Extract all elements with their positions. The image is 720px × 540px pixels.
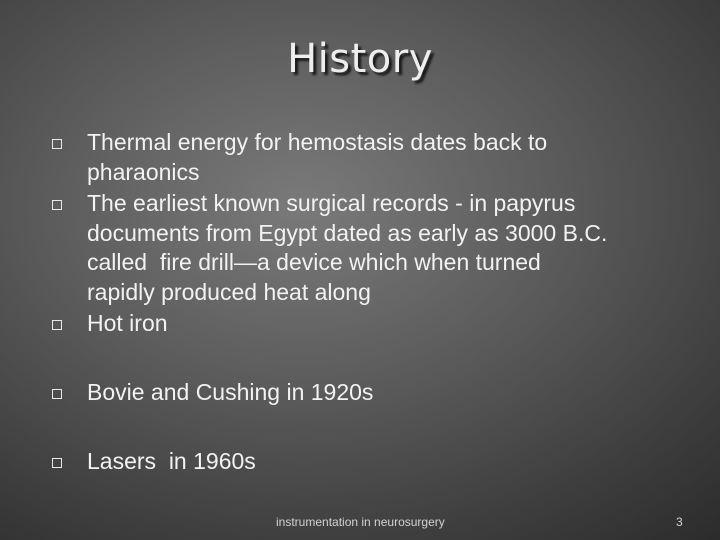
bullet-text-4: Bovie and Cushing in 1920s <box>87 379 374 405</box>
hollow-square-icon <box>52 200 62 210</box>
hollow-square-icon <box>52 458 62 468</box>
hollow-square-icon <box>52 139 62 149</box>
slide-title: History <box>287 36 433 82</box>
hollow-square-icon <box>52 320 62 330</box>
hollow-square-icon <box>52 389 62 399</box>
bullet-text-3: Hot iron <box>87 310 168 336</box>
bullet-text-1: Thermal energy for hemostasis dates back to pharaonics <box>87 129 548 185</box>
page-number: 3 <box>676 515 683 529</box>
slide-footer: instrumentation in neurosurgery <box>276 515 445 529</box>
bullet-text-2: The earliest known surgical records - in papyrus documents from Egypt dated as early as 3000 B.C. called fire drill—a device which when turned rapidly produced heat along <box>87 190 608 305</box>
bullet-text-5: Lasers in 1960s <box>87 448 256 474</box>
